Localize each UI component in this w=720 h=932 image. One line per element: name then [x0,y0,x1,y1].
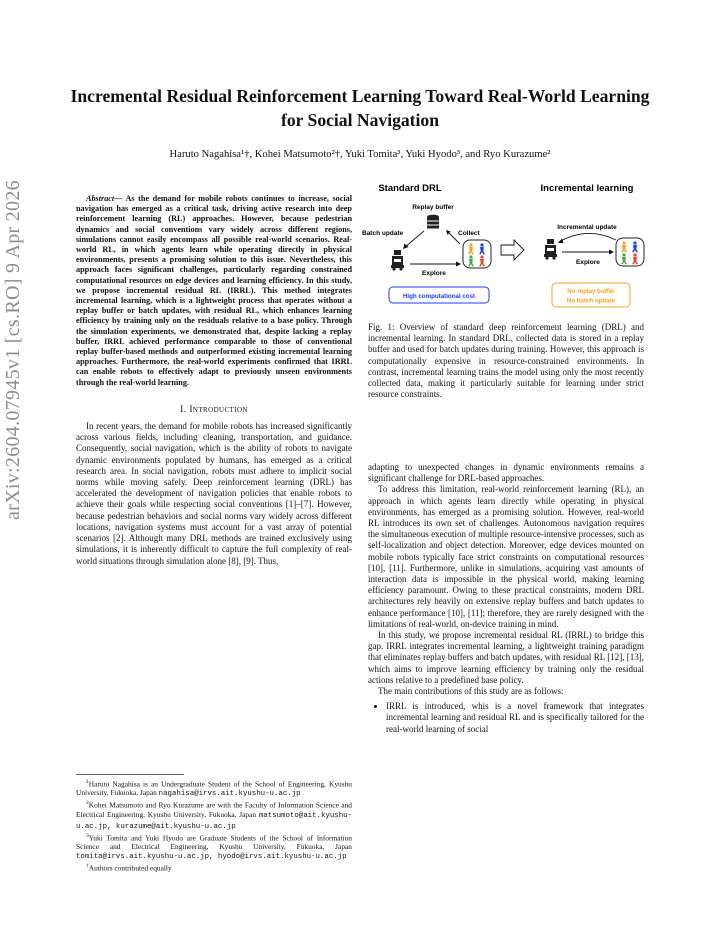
database-icon [427,215,439,229]
fig-explore-left-label: Explore [422,270,446,277]
arrow-right-icon [456,262,461,267]
footnotes [76,770,352,873]
figure-caption: Fig. 1: Overview of standard deep reinforcement learning (DRL) and incremental learning. In standard DRL, collected data is stored in a replay buffer and used for batch updates during training. However, this approach is computationally expensive in resource-constrained environments. In contrast, incremental learning trains the model using only the most recently collected data, making it particularly suitable for learning under strict resource constraints. [368,322,644,400]
robot-icon [544,239,557,260]
fig-explore-right-label: Explore [576,259,600,266]
contributions-intro: The main contributions of this study are as follows: [378,686,564,697]
fig-no-replay-label: No replay buffer [567,288,615,295]
fig-replay-buffer-label: Replay buffer [412,204,454,211]
author-list: Haruto Nagahisa¹†, Kohei Matsumoto²†, Yuki Tomita³, Yuki Hyodo³, and Ryo Kurazume² [169,149,551,160]
right-column [368,462,644,735]
figure-caption-block [368,322,644,400]
footnote-1: $^1$Haruto Nagahisa is an Undergraduate Student of the School of Engineering, Kyushu University, Fukuoka, Japan nagahisa@irvs.ait.kyushu-u.ac.jp [76,779,352,799]
pedestrians-icon [616,238,644,266]
fig-right-title: Incremental learning [540,183,634,194]
arxiv-identifier: arXiv:2604.07945v1 [cs.RO] 9 Apr 2026 [2,180,24,520]
fig-collect-label: Collect [458,230,480,237]
intro-paragraph-3: In this study, we propose incremental residual RL (IRRL) to bridge this gap. IRRL integrates incremental learning, a lightweight training paradigm that eliminates replay buffers and batch updates, with residual RL [12], [13], which aims to improve learning efficiency by training only the residual actions relative to a predefined base policy. [368,630,644,685]
figure-1 [362,178,662,318]
abstract-label: Abstract [86,194,115,203]
footnote-rule [76,774,184,775]
fig-left-title: Standard DRL [378,183,442,194]
intro-paragraph: In recent years, the demand for mobile robots has increased significantly across various fields, including cleaning, transportation, and guidance. Consequently, social navigation, which is the ability of robots to navigate dynamic environments populated by humans, has emerged as a critical research area. In social navigation, robots must adhere to implicit social norms while moving safely. Deep reinforcement learning (DRL) has accelerated the development of navigation policies that enable robots to achieve their goals while respecting social conventions [1]–[7]. However, because pedestrian behaviors and social norms vary widely across different locations, navigation systems must account for a vast array of potential scenarios [2]. Although many DRL methods are trained exclusively using simulations, it is inherently difficult to capture the full complexity of real-world situations through simulation alone [8], [9]. Thus, [76,421,352,566]
arrow-right-icon [609,250,614,255]
paper-title: Incremental Residual Reinforcement Learning Toward Real-World Learning for Social Navigation [70,86,650,130]
intro-continuation: adapting to unexpected changes in dynamic environments remains a significant challenge for DRL-based approaches. [368,462,644,484]
abstract-text: — As the demand for mobile robots continues to increase, social navigation has emerged as a critical task, driving active research into deep reinforcement learning (RL) approaches. However, because pedestrian dynamics and social conventions vary widely across different regions, simulations cannot easily encompass all possible real-world scenarios. Real-world RL, in which agents learn while operating directly in physical environments, presents a promising solution to this issue. Nevertheless, this approach faces significant challenges, particularly regarding constrained computational resources on edge devices and learning efficiency. In this study, we propose incremental residual RL (IRRL). This method integrates incremental learning, which is a lightweight process that operates without a replay buffer or batch updates, with residual RL, which enhances learning efficiency by training only on the residuals relative to a base policy. Through the simulation experiments, we demonstrated that, despite lacking a replay buffer, IRRL achieved performance comparable to those of conventional replay buffer-based methods and outperformed existing incremental learning approaches. Furthermore, the real-world experiments confirmed that IRRL can enable robots to effectively adapt to previously unseen environments through the real-world learning. [76,194,352,387]
left-column [76,194,352,567]
robot-icon [391,250,404,271]
footnote-2: $^2$Kohei Matsumoto and Ryo Kurazume are with the Faculty of Information Science and Electrical Engineering, Kyushu University, Fukuoka, Japan matsumoto@ait.kyushu-u.ac.jp, kurazume@ait.kyushu-u.ac.jp [76,800,352,831]
fig-batch-update-label: Batch update [362,230,404,237]
footnote-dagger: †Authors contributed equally [86,863,172,873]
transition-arrow-icon [501,240,524,260]
contributions-list [368,701,644,735]
fig-high-cost-label: High computational cost [402,293,476,300]
contribution-item: • IRRL is introduced, whis is a novel framework that integrates incremental learning and residual RL and is specifically tailored for the real-world learning of social [386,701,644,735]
abstract [76,194,352,388]
intro-paragraph-2: To address this limitation, real-world reinforcement learning (RL), an approach in which agents learn directly while operating in physical environments, has emerged as a promising solution. However, real-world RL introduces its own set of challenges. Autonomous navigation requires the simultaneous execution of multiple resource-intensive processes, such as self-localization and object detection. Moreover, edge devices mounted on mobile robots typically face strict constraints on computational resources [10], [11]. Furthermore, unlike in simulations, acquiring vast amounts of interaction data is impossible in the physical world, making learning efficiency paramount. Owing to these practical constraints, modern DRL architectures rely heavily on extensive replay buffers and batch updates to enhance performance [10], [11]; therefore, they are rarely designed with the limitations of real-world, on-device training in mind. [368,484,644,629]
footnote-3: $^3$Yuki Tomita and Yuki Hyodo are Graduate Students of the School of Information Science and Electrical Engineering, Kyushu University, Fukuoka, Japan tomita@irvs.ait.kyushu-u.ac.jp, hyodo@irvs.ait.kyushu-u.ac.jp [76,832,352,862]
section-heading-introduction: I. Introduction [180,403,248,415]
fig-incremental-update-label: Incremental update [557,224,617,231]
fig-no-batch-label: No batch update [566,297,616,305]
pedestrians-icon [463,240,491,268]
arrow-head-icon [558,239,564,244]
